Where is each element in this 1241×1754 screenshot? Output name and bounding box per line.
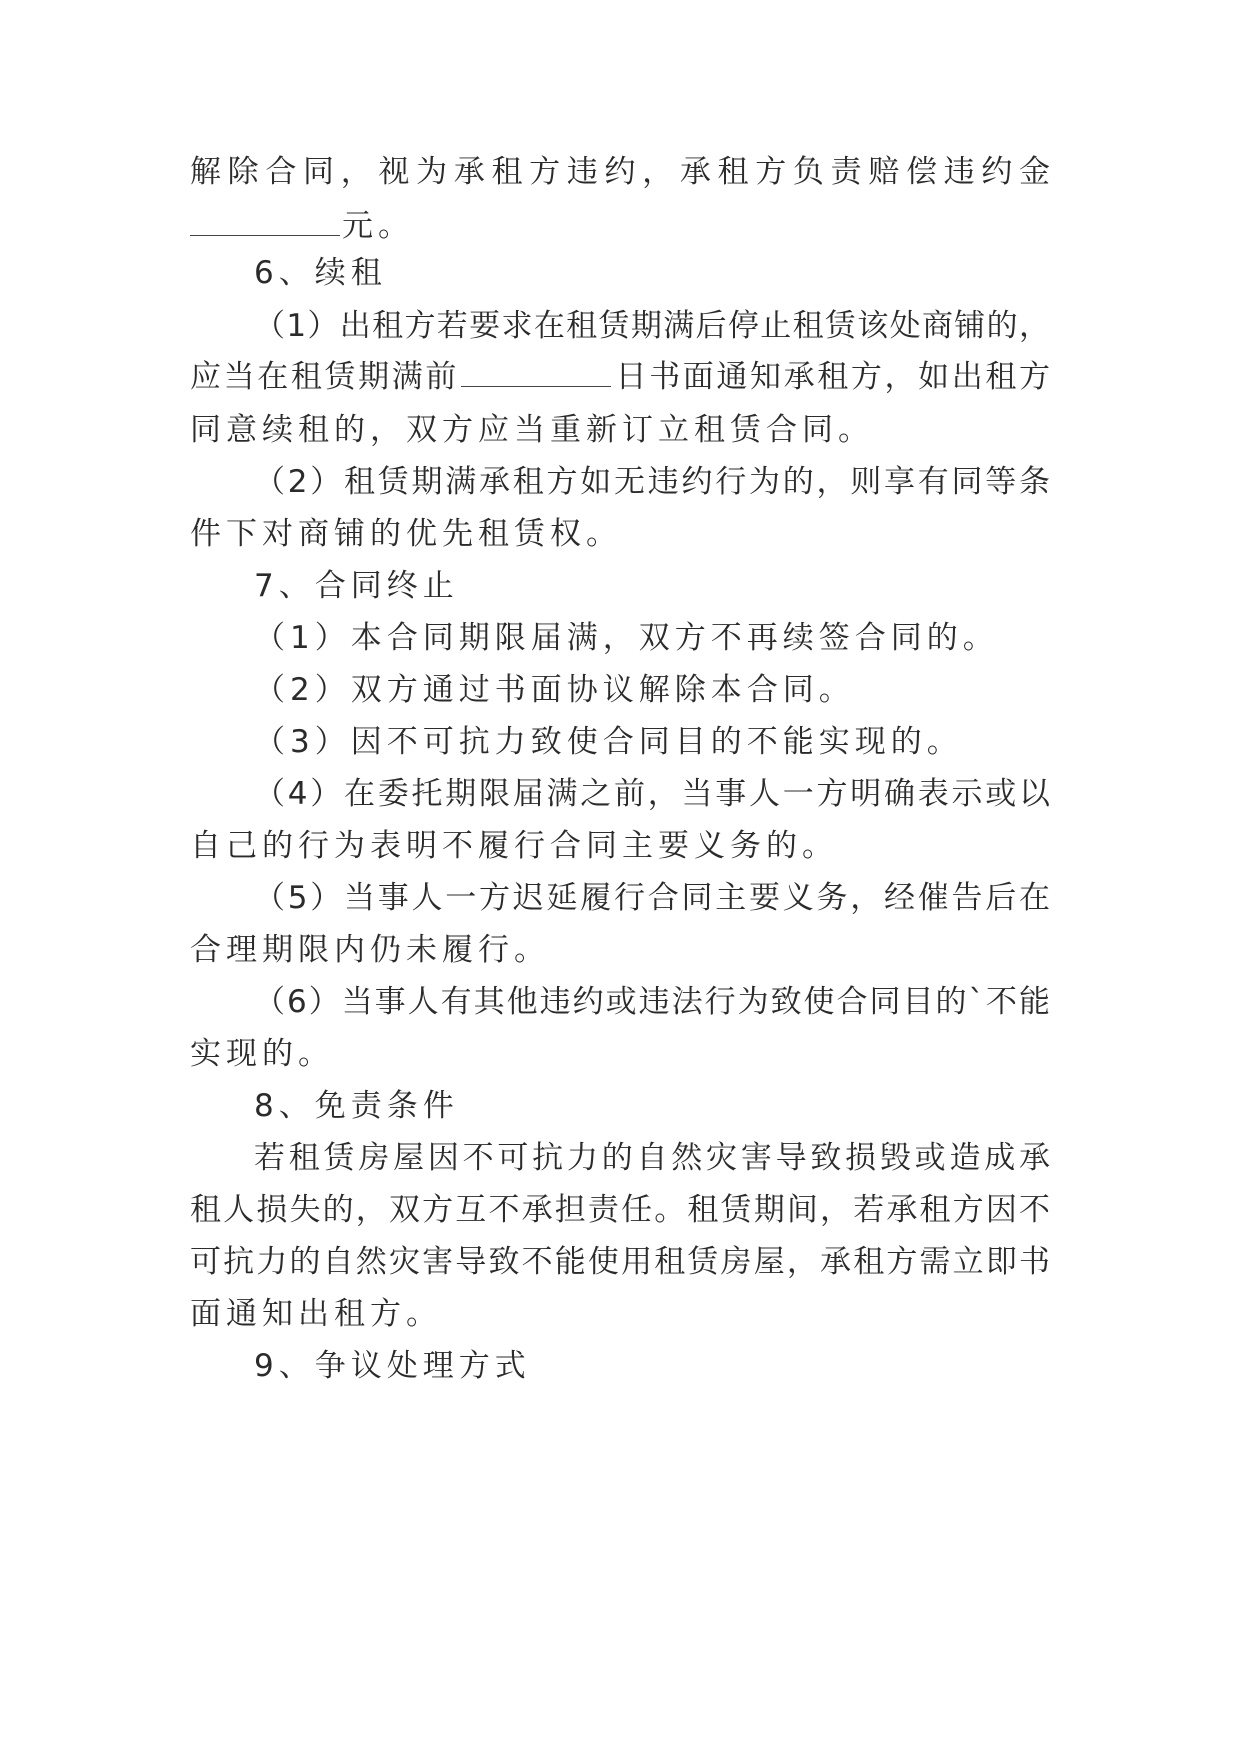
paragraph-line: 合理期限内仍未履行。 [190,932,550,968]
paragraph-line: （6）当事人有其他违约或违法行为致使合同目的`不能 [254,984,1050,1020]
paragraph-line: 面通知出租方。 [190,1296,442,1332]
paragraph-line [190,357,1050,397]
line-text: 元。 [342,208,414,244]
paragraph-line: 租人损失的，双方互不承担责任。租赁期间，若承租方因不 [190,1192,1050,1228]
section-heading-7: 7、合同终止 [254,568,459,604]
section-heading-8: 8、免责条件 [254,1088,459,1124]
paragraph-line: （3）因不可抗力致使合同目的不能实现的。 [254,724,963,760]
paragraph-line: （4）在委托期限届满之前，当事人一方明确表示或以 [254,776,1050,812]
line-text: 日书面通知承租方，如出租方 [612,359,1050,395]
paragraph-line [190,206,1050,246]
paragraph-line: 件下对商铺的优先租赁权。 [190,516,622,552]
paragraph-line: （2）双方通过书面协议解除本合同。 [254,672,855,708]
fill-in-blank [190,234,340,236]
paragraph-line: （5）当事人一方迟延履行合同主要义务，经催告后在 [254,880,1050,916]
paragraph-line: 自己的行为表明不履行合同主要义务的。 [190,828,838,864]
paragraph-line: 同意续租的，双方应当重新订立租赁合同。 [190,412,874,448]
fill-in-blank [461,385,611,387]
paragraph-line: 可抗力的自然灾害导致不能使用租赁房屋，承租方需立即书 [190,1244,1050,1280]
paragraph-line: （1）本合同期限届满，双方不再续签合同的。 [254,620,999,656]
section-heading-9: 9、争议处理方式 [254,1348,531,1384]
paragraph-line: 实现的。 [190,1036,334,1072]
section-heading-6: 6、续租 [254,255,387,291]
paragraph-line: （2）租赁期满承租方如无违约行为的，则享有同等条 [254,464,1050,500]
paragraph-line: 解除合同，视为承租方违约，承租方负责赔偿违约金 [190,154,1050,190]
paragraph-line: 若租赁房屋因不可抗力的自然灾害导致损毁或造成承 [254,1140,1050,1176]
paragraph-line: （1）出租方若要求在租赁期满后停止租赁该处商铺的， [254,308,1050,344]
line-text: 应当在租赁期满前 [190,359,459,395]
